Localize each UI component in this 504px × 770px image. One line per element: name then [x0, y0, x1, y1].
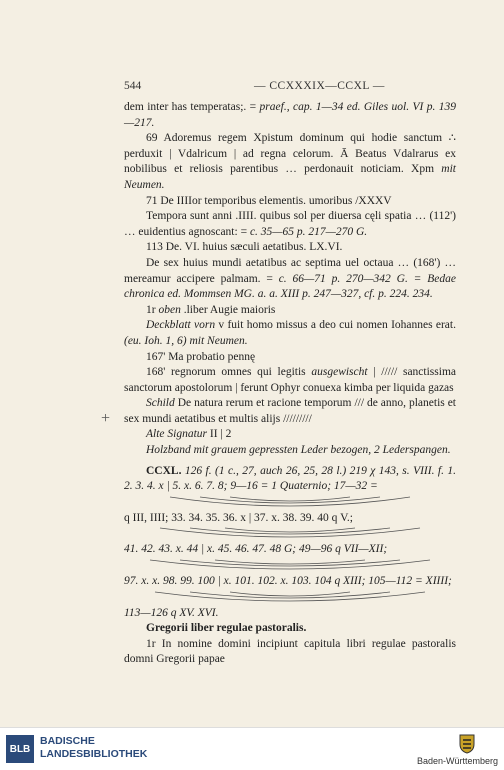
text-line: Holzband mit grauem gepressten Leder bezogen, 2 Lederspangen.: [146, 444, 451, 457]
text-line: 97. x. x. 98. 99. 100 | x. 101. 102. x. 103. 104 q XIII; 105—112 = XIIII;: [124, 575, 452, 588]
text-line: 113—126 q XV. XVI.: [124, 606, 219, 619]
text-line: 167' Ma probatio pennę: [146, 350, 256, 363]
text-line: Deckblatt vorn v fuit homo missus a deo cui nomen Iohannes erat. (eu. Ioh. 1, 6) mit Neumen.: [124, 319, 456, 347]
section-title: Gregorii liber regulae pastoralis.: [146, 622, 307, 635]
text-line: De sex huius mundi aetatibus ac septima uel octaua … (168') … mereamur accipere palmam. = c. 66—71 p. 270—342 G. = Bedae chronica ed. Mommsen MG. a. a. XIII p. 247—327, cf. p. 224. 234.: [124, 256, 457, 301]
footer-bar: [0, 727, 504, 770]
blb-logo-icon: BLB: [6, 735, 34, 763]
bw-name: Baden-Württemberg: [416, 756, 498, 766]
text-line: 1r oben .liber Augie maioris: [146, 303, 276, 316]
blb-line2: LANDESBIBLIOTHEK: [40, 748, 148, 760]
text-line: 1r In nomine domini incipiunt capitula libri regulae pastoralis domni Gregorii papae: [124, 637, 456, 666]
text-line: Tempora sunt anni .IIII. quibus sol per diuersa cęli spatia … (112') … euidentius agnoscant: = c. 35—65 p. 217—270 G.: [124, 210, 456, 238]
text-line: Schild De natura rerum et racione temporum /// de anno, planetis et sex mundi aetatibus et multis alijs /////////: [124, 397, 456, 425]
text-line: 69 Adoremus regem Xpistum dominum qui hodie sanctum ∴ perduxit | Vdalricum | ad regna celorum. Ā Beatus Vdalrarus ex nobilibus et reliosis parentibus … perdonauit noticiam. Xpm mit Neumen.: [124, 132, 456, 191]
blb-line1: BADISCHE: [40, 735, 95, 747]
running-title: — CCXXXIX—CCXL —: [254, 80, 385, 92]
text-line: dem inter has temperatas;. = praef., cap. 1—34 ed. Giles uol. VI p. 139—217.: [124, 101, 456, 129]
text-line: CCXL. 126 f. (1 c., 27, auch 26, 25, 28 l.) 219 χ 143, s. VIII. f. 1. 2. 3. 4. x | 5. x. 6. 7. 8; 9—16 = 1 Quaternio; 17—32 =: [124, 464, 456, 493]
text-line: q III, IIII; 33. 34. 35. 36. x | 37. x. 38. 39. 40 q V.;: [124, 511, 353, 524]
text-line: 71 De IIIIor temporibus elementis. umoribus /XXXV: [146, 194, 392, 207]
page-body: [124, 100, 456, 668]
page-number: 544: [124, 80, 142, 92]
quire-arcs: [140, 558, 440, 574]
quire-arcs: [140, 590, 440, 606]
margin-mark: +: [101, 410, 111, 427]
text-line: 168' regnorum omnes qui legitis ausgewischt | ///// sanctissima sanctorum apostolorum | ferunt Ophyr conuexa kimba per liquida gazas: [124, 366, 456, 394]
text-line: Alte Signatur II | 2: [146, 428, 232, 441]
text-line: 41. 42. 43. x. 44 | x. 45. 46. 47. 48 G; 49—96 q VII—XII;: [124, 543, 388, 556]
blb-name: [40, 735, 147, 761]
bw-crest-icon: [456, 732, 478, 754]
quire-arcs: [140, 526, 440, 542]
text-line: 113 De. VI. huius sæculi aetatibus. LX.VI.: [146, 241, 343, 254]
quire-arcs: [140, 495, 440, 511]
